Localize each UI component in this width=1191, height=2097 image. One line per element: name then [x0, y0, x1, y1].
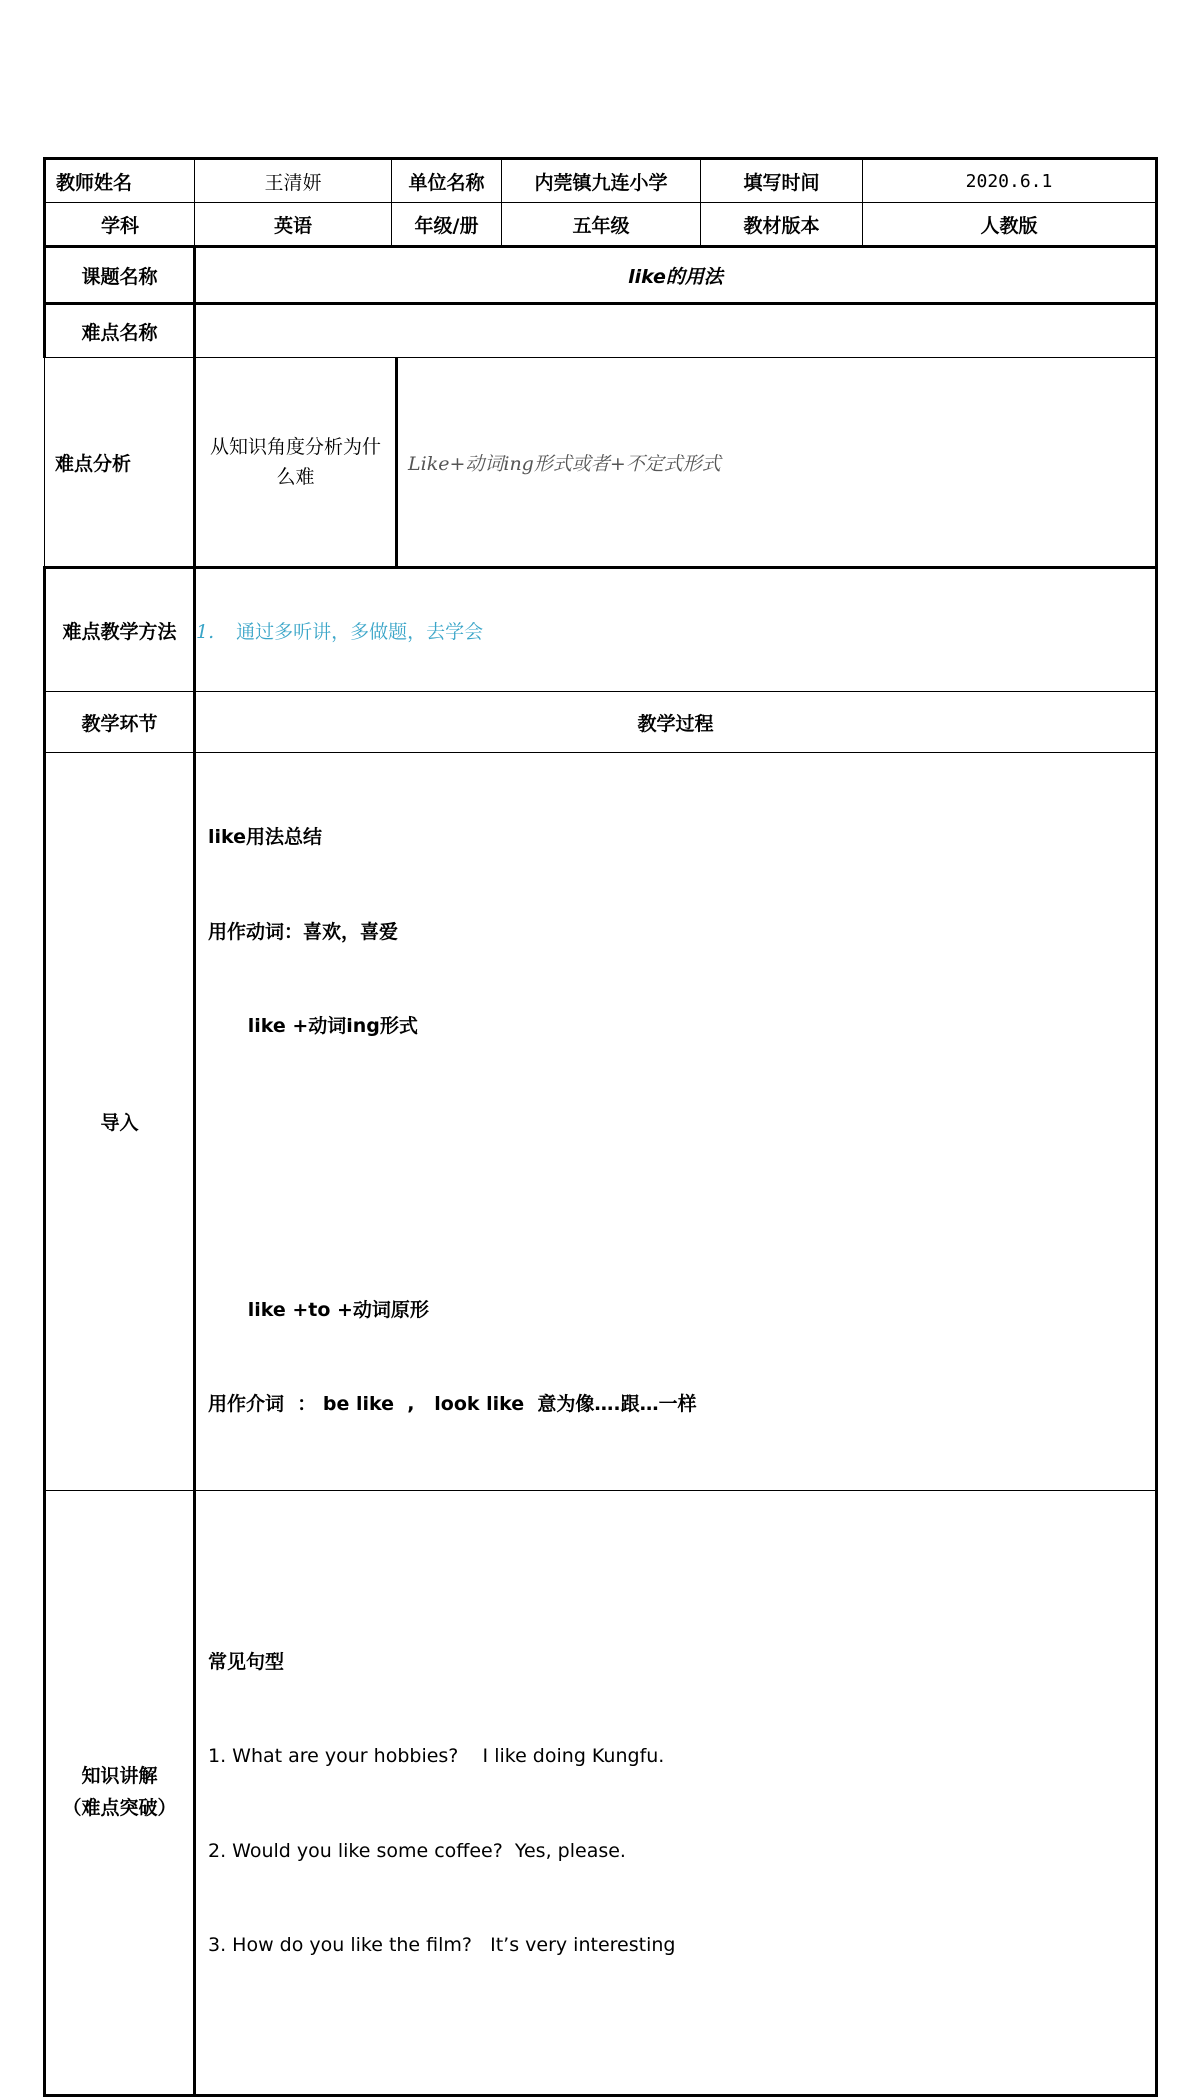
- knowledge-row: [45, 1490, 1157, 2095]
- header-row-1: [45, 159, 1157, 203]
- intro-line: like +to +动词原形: [208, 1298, 429, 1321]
- date-value: 2020.6.1: [863, 159, 1157, 203]
- intro-line: like +动词ing形式: [208, 1015, 418, 1037]
- intro-line: [208, 1106, 1143, 1138]
- header-row-2: [45, 203, 1157, 247]
- unit-value: 内莞镇九连小学: [502, 159, 701, 203]
- teacher-value: 王清妍: [195, 159, 392, 203]
- unit-label: 单位名称: [392, 159, 502, 203]
- analysis-label: 难点分析: [45, 358, 195, 568]
- difficulty-row: [45, 304, 1157, 358]
- analysis-row: [45, 358, 1157, 568]
- knowledge-line: 3. How do you like the film? It’s very interesting: [208, 1934, 676, 1956]
- difficulty-value: [195, 304, 1157, 358]
- intro-line: 用作动词：喜欢，喜爱: [208, 920, 399, 943]
- subject-label: 学科: [45, 203, 195, 247]
- grade-value: 五年级: [502, 203, 701, 247]
- knowledge-label: [45, 1490, 195, 2095]
- method-label: 难点教学方法: [45, 568, 195, 692]
- method-row: [45, 568, 1157, 692]
- knowledge-line: [208, 1572, 1143, 1584]
- date-label: 填写时间: [701, 159, 863, 203]
- lesson-form: [43, 157, 1155, 2097]
- topic-label: 课题名称: [45, 247, 195, 304]
- intro-line: like用法总结: [208, 826, 323, 848]
- process-label: 教学过程: [195, 692, 1157, 753]
- subject-value: 英语: [195, 203, 392, 247]
- intro-cell: [195, 753, 1157, 1491]
- form-table: [43, 157, 1158, 2097]
- edition-value: 人教版: [863, 203, 1157, 247]
- knowledge-line: 1. What are your hobbies? I like doing Kungfu.: [208, 1745, 665, 1767]
- method-value: 通过多听讲，多做题，去学会: [236, 620, 484, 643]
- knowledge-lines: [196, 1491, 1155, 2094]
- intro-line: [208, 1200, 1143, 1232]
- analysis-sub-label: 从知识角度分析为什么难: [196, 358, 398, 566]
- intro-row: [45, 753, 1157, 1491]
- knowledge-label-line: 知识讲解: [81, 1765, 158, 1787]
- process-stage-label: 教学环节: [45, 692, 195, 753]
- analysis-cell: [195, 358, 1157, 568]
- edition-label: 教材版本: [701, 203, 863, 247]
- method-cell: [195, 568, 1157, 692]
- knowledge-line: 常见句型: [208, 1650, 285, 1673]
- knowledge-label-line: （难点突破）: [62, 1797, 177, 1819]
- grade-label: 年级/册: [392, 203, 502, 247]
- analysis-inner: [196, 358, 1155, 566]
- difficulty-label: 难点名称: [45, 304, 195, 358]
- knowledge-cell: [195, 1490, 1157, 2095]
- intro-line: 用作介词 ： be like , look like 意为像….跟…一样: [208, 1393, 697, 1415]
- knowledge-line: 2. Would you like some coffee? Yes, please.: [208, 1839, 626, 1862]
- topic-row: [45, 247, 1157, 304]
- intro-label: 导入: [45, 753, 195, 1491]
- method-number: 1.: [196, 620, 215, 643]
- intro-lines: [196, 753, 1155, 1490]
- topic-value: like的用法: [195, 247, 1157, 304]
- analysis-value: Like+动词ing形式或者+不定式形式: [408, 452, 721, 475]
- process-header-row: [45, 692, 1157, 753]
- teacher-label: 教师姓名: [45, 159, 195, 203]
